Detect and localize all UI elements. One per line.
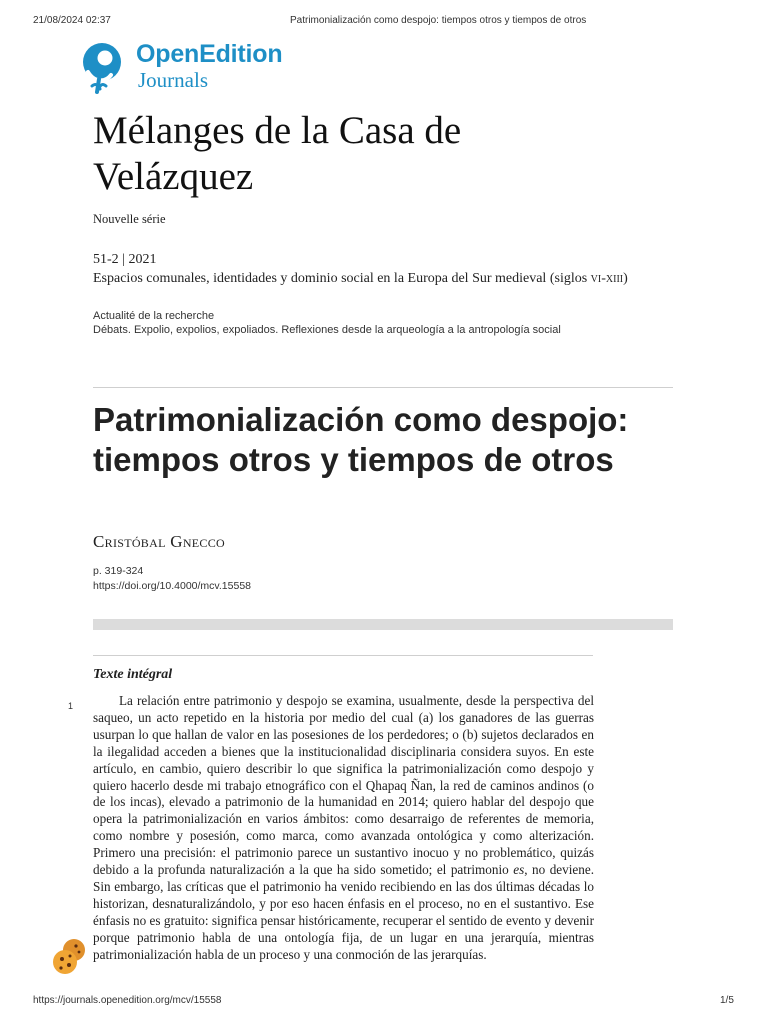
issue-title[interactable] [93,270,673,288]
article-author[interactable]: Cristóbal Gnecco [93,532,226,551]
print-datetime: 21/08/2024 02:37 [33,15,111,26]
article-title: Patrimonialización como despojo: tiempos otros y tiempos de otros [93,401,629,478]
logo-sub: Journals [138,68,208,92]
article-doi[interactable]: https://doi.org/10.4000/mcv.15558 [93,580,251,592]
cookie-icon[interactable] [50,937,90,977]
paragraph-text-part1: La relación entre patrimonio y despojo se examina, usualmente, desde la perspectiva del saqueo, un acto repetido en la historia por medio del cual (a) los ganadores de las guerras usurpan lo que hallan de valor en las posesiones de los perdedores; o (b) sujetos declarados en la ilegalidad acceden a bienes que la institucionalidad disciplinaria considera suyos. En este artículo, en cambio, quiero describir lo que significa la patrimonialización como despojo y quiero hacerlo desde mi trabajo etnográfico con el Qhapaq Ñan, la red de caminos andinos (o de los incas), elevado a patrimonio de la humanidad en 2014; quiero hablar del despojo que opera la patrimonialización en varios ámbitos: como desarraigo de referentes de memoria, como nombre y posesión, como marca, como avanzada ontológica y como alterización. Primero una precisión: el patrimonio parece un sustantivo inocuo y no problemático, quizás debido a la profunda naturalización a la que ha sido sometido; el patrimonio [93,693,594,878]
rubric-2[interactable]: Débats. Expolio, expolios, expoliados. Reflexiones desde la arqueología a la antropología social [93,324,561,336]
issue-number[interactable]: 51-2 | 2021 [93,252,157,267]
section-heading: Texte intégral [93,667,173,682]
print-page-number: 1/5 [720,995,734,1006]
paragraph-text-italic: es [513,862,525,878]
issue-title-close: ) [623,271,628,286]
journal-series: Nouvelle série [93,212,166,226]
print-page-title: Patrimonialización como despojo: tiempos otros y tiempos de otros [290,15,587,26]
paragraph-text [93,693,594,964]
paragraph-text-part2: , no deviene. Sin embargo, las críticas que el patrimonio ha venido recibiendo en las dos últimas décadas lo historizan, desnaturalizándolo, y por eso hacen énfasis en el proceso, no en el sustantivo. Ese énfasis no es gratuito: significa pensar históricamente, recuperar el sentido de evento y devenir porque patrimonio habla de una ontología fija, de un lugar en una jerarquía, mientras patrimonialización habla de un proceso y una conmoción de las jerarquías. [93,862,594,962]
paragraph-number: 1 [68,701,74,711]
article-pages: p. 319-324 [93,565,144,577]
journal-title[interactable]: Mélanges de la Casa de Velázquez [93,109,462,198]
print-url: https://journals.openedition.org/mcv/15558 [33,995,222,1006]
gray-band [93,619,673,630]
rubric-1[interactable]: Actualité de la recherche [93,310,215,322]
issue-title-part1: Espacios comunales, identidades y dominio social en la Europa del Sur medieval [93,271,547,286]
logo-name: OpenEdition [136,40,283,68]
divider [93,655,593,656]
issue-title-centuries: vi-xiii [590,271,624,286]
divider [93,387,673,388]
issue-title-open: (siglos [549,271,591,286]
